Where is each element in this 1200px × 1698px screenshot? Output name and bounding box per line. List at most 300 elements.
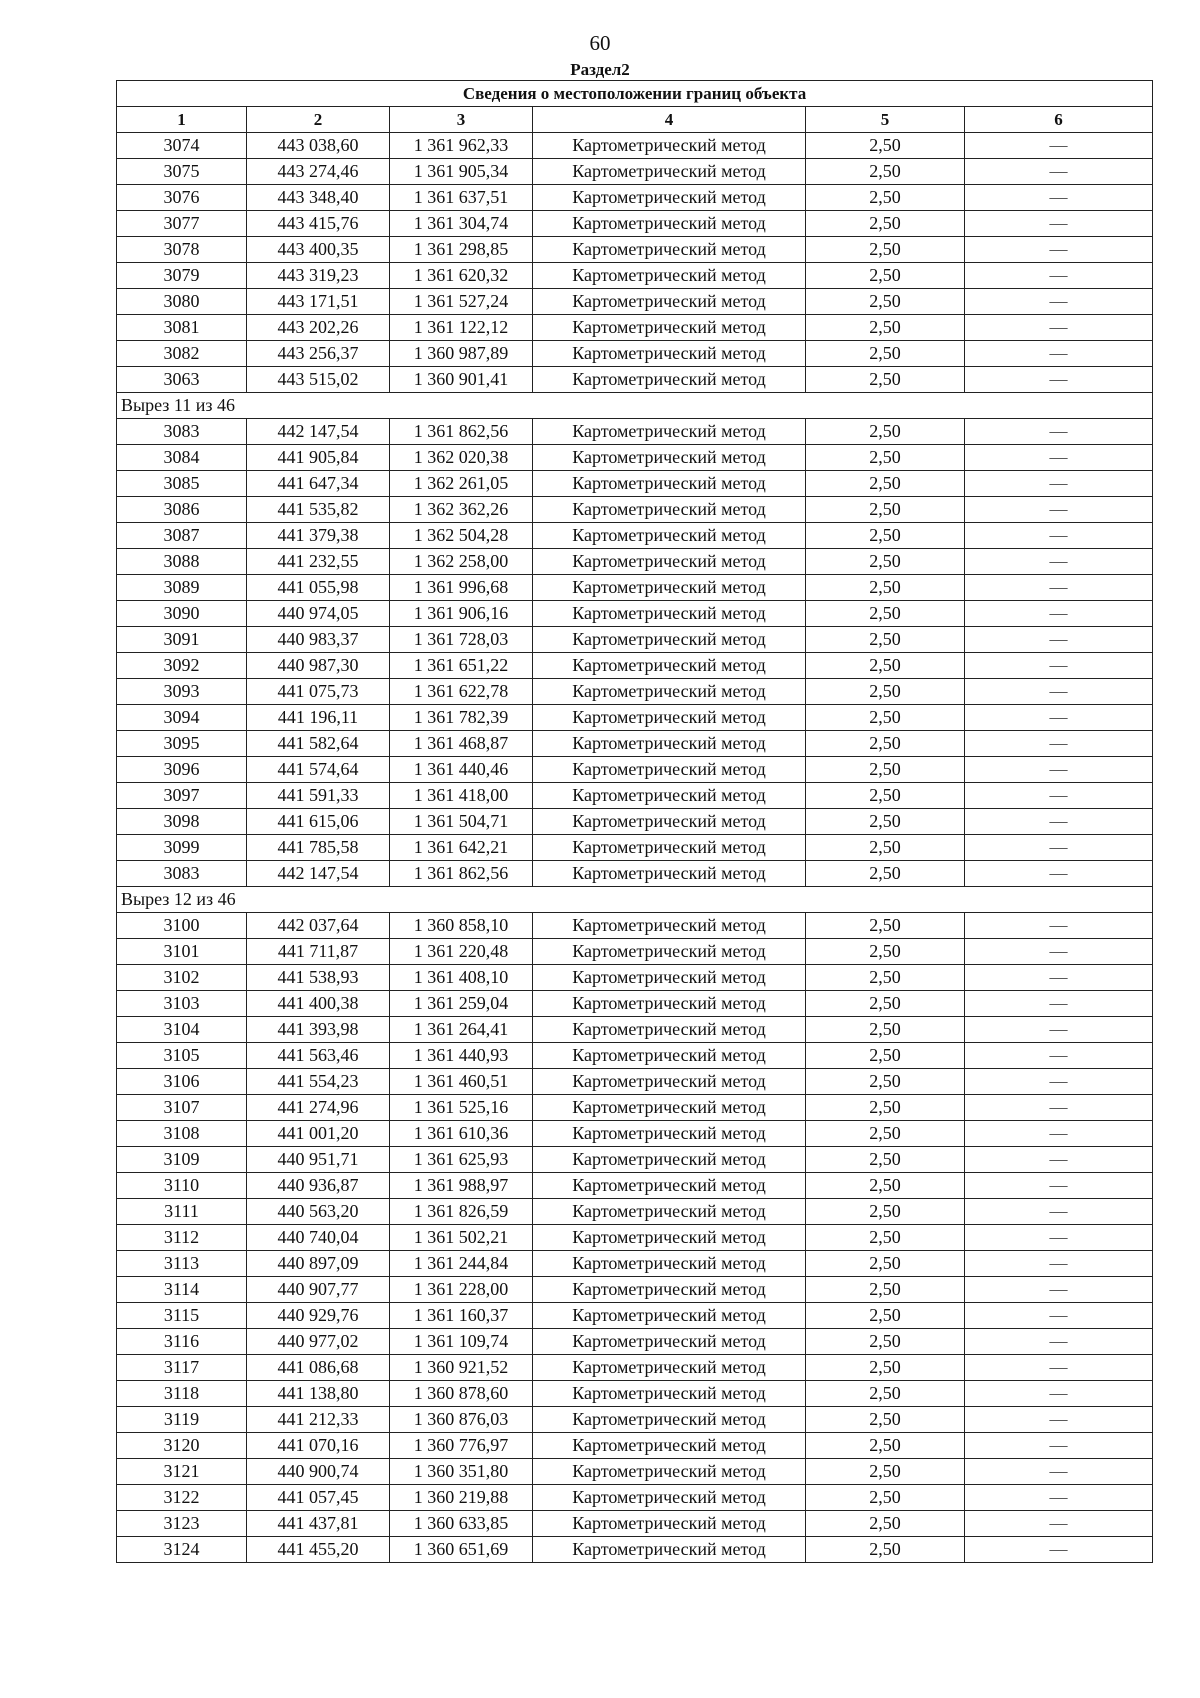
point-number-cell: 3114	[117, 1277, 247, 1303]
point-number-cell: 3077	[117, 211, 247, 237]
y-coordinate-cell: 1 361 468,87	[390, 731, 533, 757]
table-row	[117, 809, 1153, 835]
accuracy-cell: 2,50	[806, 445, 965, 471]
y-coordinate-cell: 1 361 244,84	[390, 1251, 533, 1277]
description-cell: —	[965, 1017, 1153, 1043]
accuracy-cell: 2,50	[806, 159, 965, 185]
accuracy-cell: 2,50	[806, 471, 965, 497]
x-coordinate-cell: 443 171,51	[247, 289, 390, 315]
accuracy-cell: 2,50	[806, 1537, 965, 1563]
accuracy-cell: 2,50	[806, 289, 965, 315]
table-row	[117, 1537, 1153, 1563]
table-row	[117, 1069, 1153, 1095]
method-cell: Картометрический метод	[533, 757, 806, 783]
x-coordinate-cell: 441 591,33	[247, 783, 390, 809]
accuracy-cell: 2,50	[806, 991, 965, 1017]
description-cell: —	[965, 1277, 1153, 1303]
table-row	[117, 549, 1153, 575]
method-cell: Картометрический метод	[533, 913, 806, 939]
x-coordinate-cell: 441 070,16	[247, 1433, 390, 1459]
table-row	[117, 289, 1153, 315]
y-coordinate-cell: 1 361 988,97	[390, 1173, 533, 1199]
description-cell: —	[965, 497, 1153, 523]
accuracy-cell: 2,50	[806, 1303, 965, 1329]
x-coordinate-cell: 440 936,87	[247, 1173, 390, 1199]
table-row	[117, 471, 1153, 497]
description-cell: —	[965, 1459, 1153, 1485]
description-cell: —	[965, 419, 1153, 445]
y-coordinate-cell: 1 362 261,05	[390, 471, 533, 497]
y-coordinate-cell: 1 361 620,32	[390, 263, 533, 289]
method-cell: Картометрический метод	[533, 1017, 806, 1043]
description-cell: —	[965, 965, 1153, 991]
point-number-cell: 3116	[117, 1329, 247, 1355]
y-coordinate-cell: 1 361 220,48	[390, 939, 533, 965]
table-row	[117, 965, 1153, 991]
point-number-cell: 3093	[117, 679, 247, 705]
group-label-row	[117, 393, 1153, 419]
method-cell: Картометрический метод	[533, 965, 806, 991]
method-cell: Картометрический метод	[533, 1303, 806, 1329]
point-number-cell: 3081	[117, 315, 247, 341]
y-coordinate-cell: 1 360 987,89	[390, 341, 533, 367]
table-row	[117, 1303, 1153, 1329]
x-coordinate-cell: 443 515,02	[247, 367, 390, 393]
y-coordinate-cell: 1 360 921,52	[390, 1355, 533, 1381]
point-number-cell: 3121	[117, 1459, 247, 1485]
x-coordinate-cell: 441 001,20	[247, 1121, 390, 1147]
y-coordinate-cell: 1 360 776,97	[390, 1433, 533, 1459]
description-cell: —	[965, 523, 1153, 549]
point-number-cell: 3078	[117, 237, 247, 263]
point-number-cell: 3123	[117, 1511, 247, 1537]
x-coordinate-cell: 443 415,76	[247, 211, 390, 237]
accuracy-cell: 2,50	[806, 679, 965, 705]
y-coordinate-cell: 1 361 782,39	[390, 705, 533, 731]
accuracy-cell: 2,50	[806, 1277, 965, 1303]
x-coordinate-cell: 440 563,20	[247, 1199, 390, 1225]
description-cell: —	[965, 1537, 1153, 1563]
column-number-row	[117, 107, 1153, 133]
table-row	[117, 939, 1153, 965]
table-row	[117, 627, 1153, 653]
point-number-cell: 3091	[117, 627, 247, 653]
point-number-cell: 3112	[117, 1225, 247, 1251]
y-coordinate-cell: 1 361 160,37	[390, 1303, 533, 1329]
x-coordinate-cell: 441 538,93	[247, 965, 390, 991]
point-number-cell: 3110	[117, 1173, 247, 1199]
method-cell: Картометрический метод	[533, 1095, 806, 1121]
table-row	[117, 1043, 1153, 1069]
y-coordinate-cell: 1 361 622,78	[390, 679, 533, 705]
point-number-cell: 3122	[117, 1485, 247, 1511]
point-number-cell: 3120	[117, 1433, 247, 1459]
description-cell: —	[965, 1485, 1153, 1511]
table-row	[117, 497, 1153, 523]
method-cell: Картометрический метод	[533, 549, 806, 575]
x-coordinate-cell: 443 274,46	[247, 159, 390, 185]
point-number-cell: 3109	[117, 1147, 247, 1173]
method-cell: Картометрический метод	[533, 1277, 806, 1303]
accuracy-cell: 2,50	[806, 1511, 965, 1537]
accuracy-cell: 2,50	[806, 1329, 965, 1355]
x-coordinate-cell: 443 256,37	[247, 341, 390, 367]
accuracy-cell: 2,50	[806, 1147, 965, 1173]
y-coordinate-cell: 1 362 258,00	[390, 549, 533, 575]
x-coordinate-cell: 443 348,40	[247, 185, 390, 211]
point-number-cell: 3119	[117, 1407, 247, 1433]
description-cell: —	[965, 211, 1153, 237]
accuracy-cell: 2,50	[806, 835, 965, 861]
accuracy-cell: 2,50	[806, 1199, 965, 1225]
accuracy-cell: 2,50	[806, 315, 965, 341]
table-row	[117, 731, 1153, 757]
accuracy-cell: 2,50	[806, 653, 965, 679]
table-row	[117, 1017, 1153, 1043]
method-cell: Картометрический метод	[533, 1147, 806, 1173]
description-cell: —	[965, 1407, 1153, 1433]
y-coordinate-cell: 1 360 901,41	[390, 367, 533, 393]
point-number-cell: 3083	[117, 419, 247, 445]
y-coordinate-cell: 1 362 020,38	[390, 445, 533, 471]
table-row	[117, 1381, 1153, 1407]
method-cell: Картометрический метод	[533, 1251, 806, 1277]
x-coordinate-cell: 441 232,55	[247, 549, 390, 575]
description-cell: —	[965, 133, 1153, 159]
table-row	[117, 705, 1153, 731]
method-cell: Картометрический метод	[533, 1407, 806, 1433]
description-cell: —	[965, 1199, 1153, 1225]
description-cell: —	[965, 991, 1153, 1017]
method-cell: Картометрический метод	[533, 185, 806, 211]
table-row	[117, 1485, 1153, 1511]
y-coordinate-cell: 1 361 122,12	[390, 315, 533, 341]
point-number-cell: 3089	[117, 575, 247, 601]
y-coordinate-cell: 1 360 351,80	[390, 1459, 533, 1485]
description-cell: —	[965, 159, 1153, 185]
y-coordinate-cell: 1 361 996,68	[390, 575, 533, 601]
table-row	[117, 159, 1153, 185]
accuracy-cell: 2,50	[806, 731, 965, 757]
accuracy-cell: 2,50	[806, 419, 965, 445]
description-cell: —	[965, 1511, 1153, 1537]
method-cell: Картометрический метод	[533, 1199, 806, 1225]
accuracy-cell: 2,50	[806, 965, 965, 991]
x-coordinate-cell: 441 563,46	[247, 1043, 390, 1069]
description-cell: —	[965, 913, 1153, 939]
method-cell: Картометрический метод	[533, 419, 806, 445]
x-coordinate-cell: 440 974,05	[247, 601, 390, 627]
accuracy-cell: 2,50	[806, 1355, 965, 1381]
y-coordinate-cell: 1 361 109,74	[390, 1329, 533, 1355]
method-cell: Картометрический метод	[533, 861, 806, 887]
method-cell: Картометрический метод	[533, 627, 806, 653]
table-row	[117, 1511, 1153, 1537]
table-row	[117, 783, 1153, 809]
accuracy-cell: 2,50	[806, 1225, 965, 1251]
description-cell: —	[965, 757, 1153, 783]
method-cell: Картометрический метод	[533, 1459, 806, 1485]
x-coordinate-cell: 440 977,02	[247, 1329, 390, 1355]
y-coordinate-cell: 1 361 527,24	[390, 289, 533, 315]
y-coordinate-cell: 1 361 264,41	[390, 1017, 533, 1043]
y-coordinate-cell: 1 361 826,59	[390, 1199, 533, 1225]
table-row	[117, 575, 1153, 601]
point-number-cell: 3097	[117, 783, 247, 809]
x-coordinate-cell: 440 983,37	[247, 627, 390, 653]
description-cell: —	[965, 471, 1153, 497]
x-coordinate-cell: 441 647,34	[247, 471, 390, 497]
method-cell: Картометрический метод	[533, 471, 806, 497]
description-cell: —	[965, 1147, 1153, 1173]
table-row	[117, 315, 1153, 341]
description-cell: —	[965, 627, 1153, 653]
method-cell: Картометрический метод	[533, 237, 806, 263]
point-number-cell: 3107	[117, 1095, 247, 1121]
y-coordinate-cell: 1 360 878,60	[390, 1381, 533, 1407]
description-cell: —	[965, 445, 1153, 471]
table-caption-row	[117, 81, 1153, 107]
description-cell: —	[965, 601, 1153, 627]
page-number: 60	[589, 31, 611, 55]
point-number-cell: 3096	[117, 757, 247, 783]
column-number: 5	[806, 107, 965, 133]
description-cell: —	[965, 1433, 1153, 1459]
description-cell: —	[965, 835, 1153, 861]
accuracy-cell: 2,50	[806, 523, 965, 549]
table-row	[117, 1277, 1153, 1303]
table-row	[117, 1121, 1153, 1147]
method-cell: Картометрический метод	[533, 1329, 806, 1355]
table-row	[117, 341, 1153, 367]
point-number-cell: 3087	[117, 523, 247, 549]
y-coordinate-cell: 1 360 858,10	[390, 913, 533, 939]
y-coordinate-cell: 1 361 440,46	[390, 757, 533, 783]
y-coordinate-cell: 1 361 962,33	[390, 133, 533, 159]
description-cell: —	[965, 1069, 1153, 1095]
point-number-cell: 3076	[117, 185, 247, 211]
method-cell: Картометрический метод	[533, 445, 806, 471]
y-coordinate-cell: 1 361 304,74	[390, 211, 533, 237]
x-coordinate-cell: 440 987,30	[247, 653, 390, 679]
table-row	[117, 757, 1153, 783]
point-number-cell: 3099	[117, 835, 247, 861]
table-row	[117, 653, 1153, 679]
point-number-cell: 3079	[117, 263, 247, 289]
point-number-cell: 3104	[117, 1017, 247, 1043]
table-row	[117, 211, 1153, 237]
accuracy-cell: 2,50	[806, 1173, 965, 1199]
x-coordinate-cell: 441 905,84	[247, 445, 390, 471]
accuracy-cell: 2,50	[806, 211, 965, 237]
point-number-cell: 3118	[117, 1381, 247, 1407]
table-row	[117, 835, 1153, 861]
table-row	[117, 1329, 1153, 1355]
y-coordinate-cell: 1 361 610,36	[390, 1121, 533, 1147]
x-coordinate-cell: 440 929,76	[247, 1303, 390, 1329]
y-coordinate-cell: 1 361 642,21	[390, 835, 533, 861]
point-number-cell: 3063	[117, 367, 247, 393]
description-cell: —	[965, 1121, 1153, 1147]
description-cell: —	[965, 1173, 1153, 1199]
accuracy-cell: 2,50	[806, 1095, 965, 1121]
point-number-cell: 3100	[117, 913, 247, 939]
method-cell: Картометрический метод	[533, 653, 806, 679]
x-coordinate-cell: 441 615,06	[247, 809, 390, 835]
x-coordinate-cell: 441 055,98	[247, 575, 390, 601]
point-number-cell: 3086	[117, 497, 247, 523]
x-coordinate-cell: 443 038,60	[247, 133, 390, 159]
description-cell: —	[965, 1329, 1153, 1355]
method-cell: Картометрический метод	[533, 1433, 806, 1459]
x-coordinate-cell: 441 455,20	[247, 1537, 390, 1563]
y-coordinate-cell: 1 361 637,51	[390, 185, 533, 211]
table-row	[117, 679, 1153, 705]
method-cell: Картометрический метод	[533, 1381, 806, 1407]
description-cell: —	[965, 237, 1153, 263]
method-cell: Картометрический метод	[533, 991, 806, 1017]
accuracy-cell: 2,50	[806, 757, 965, 783]
y-coordinate-cell: 1 361 905,34	[390, 159, 533, 185]
point-number-cell: 3090	[117, 601, 247, 627]
method-cell: Картометрический метод	[533, 809, 806, 835]
method-cell: Картометрический метод	[533, 1511, 806, 1537]
description-cell: —	[965, 1095, 1153, 1121]
y-coordinate-cell: 1 361 298,85	[390, 237, 533, 263]
table-row	[117, 263, 1153, 289]
x-coordinate-cell: 441 574,64	[247, 757, 390, 783]
method-cell: Картометрический метод	[533, 939, 806, 965]
y-coordinate-cell: 1 361 504,71	[390, 809, 533, 835]
group-label: Вырез 11 из 46	[117, 393, 1153, 419]
accuracy-cell: 2,50	[806, 1485, 965, 1511]
section-title: Раздел2	[570, 60, 630, 79]
point-number-cell: 3080	[117, 289, 247, 315]
description-cell: —	[965, 1225, 1153, 1251]
table-row	[117, 1407, 1153, 1433]
accuracy-cell: 2,50	[806, 367, 965, 393]
x-coordinate-cell: 441 535,82	[247, 497, 390, 523]
y-coordinate-cell: 1 361 728,03	[390, 627, 533, 653]
accuracy-cell: 2,50	[806, 237, 965, 263]
point-number-cell: 3084	[117, 445, 247, 471]
x-coordinate-cell: 441 379,38	[247, 523, 390, 549]
table-row	[117, 1433, 1153, 1459]
x-coordinate-cell: 441 196,11	[247, 705, 390, 731]
method-cell: Картометрический метод	[533, 601, 806, 627]
method-cell: Картометрический метод	[533, 731, 806, 757]
y-coordinate-cell: 1 361 440,93	[390, 1043, 533, 1069]
accuracy-cell: 2,50	[806, 1017, 965, 1043]
table-row	[117, 1251, 1153, 1277]
method-cell: Картометрический метод	[533, 1485, 806, 1511]
accuracy-cell: 2,50	[806, 809, 965, 835]
method-cell: Картометрический метод	[533, 263, 806, 289]
point-number-cell: 3085	[117, 471, 247, 497]
x-coordinate-cell: 441 086,68	[247, 1355, 390, 1381]
x-coordinate-cell: 441 393,98	[247, 1017, 390, 1043]
x-coordinate-cell: 442 147,54	[247, 861, 390, 887]
x-coordinate-cell: 441 075,73	[247, 679, 390, 705]
x-coordinate-cell: 441 057,45	[247, 1485, 390, 1511]
point-number-cell: 3088	[117, 549, 247, 575]
group-label: Вырез 12 из 46	[117, 887, 1153, 913]
method-cell: Картометрический метод	[533, 367, 806, 393]
x-coordinate-cell: 441 212,33	[247, 1407, 390, 1433]
method-cell: Картометрический метод	[533, 835, 806, 861]
table-row	[117, 1095, 1153, 1121]
accuracy-cell: 2,50	[806, 575, 965, 601]
column-number: 3	[390, 107, 533, 133]
description-cell: —	[965, 783, 1153, 809]
point-number-cell: 3105	[117, 1043, 247, 1069]
method-cell: Картометрический метод	[533, 783, 806, 809]
accuracy-cell: 2,50	[806, 1121, 965, 1147]
x-coordinate-cell: 441 785,58	[247, 835, 390, 861]
column-number: 6	[965, 107, 1153, 133]
point-number-cell: 3074	[117, 133, 247, 159]
description-cell: —	[965, 653, 1153, 679]
y-coordinate-cell: 1 361 418,00	[390, 783, 533, 809]
point-number-cell: 3075	[117, 159, 247, 185]
method-cell: Картометрический метод	[533, 159, 806, 185]
method-cell: Картометрический метод	[533, 1043, 806, 1069]
description-cell: —	[965, 861, 1153, 887]
description-cell: —	[965, 809, 1153, 835]
x-coordinate-cell: 440 740,04	[247, 1225, 390, 1251]
point-number-cell: 3095	[117, 731, 247, 757]
description-cell: —	[965, 185, 1153, 211]
x-coordinate-cell: 443 202,26	[247, 315, 390, 341]
accuracy-cell: 2,50	[806, 497, 965, 523]
table-row	[117, 991, 1153, 1017]
table-row	[117, 445, 1153, 471]
description-cell: —	[965, 263, 1153, 289]
point-number-cell: 3083	[117, 861, 247, 887]
description-cell: —	[965, 1043, 1153, 1069]
method-cell: Картометрический метод	[533, 341, 806, 367]
accuracy-cell: 2,50	[806, 341, 965, 367]
table-row	[117, 601, 1153, 627]
point-number-cell: 3115	[117, 1303, 247, 1329]
point-number-cell: 3111	[117, 1199, 247, 1225]
accuracy-cell: 2,50	[806, 783, 965, 809]
x-coordinate-cell: 441 138,80	[247, 1381, 390, 1407]
x-coordinate-cell: 441 400,38	[247, 991, 390, 1017]
point-number-cell: 3094	[117, 705, 247, 731]
x-coordinate-cell: 440 900,74	[247, 1459, 390, 1485]
table-row	[117, 1459, 1153, 1485]
x-coordinate-cell: 442 147,54	[247, 419, 390, 445]
column-number: 1	[117, 107, 247, 133]
method-cell: Картометрический метод	[533, 1069, 806, 1095]
method-cell: Картометрический метод	[533, 575, 806, 601]
x-coordinate-cell: 441 582,64	[247, 731, 390, 757]
table-row	[117, 523, 1153, 549]
accuracy-cell: 2,50	[806, 705, 965, 731]
table-row	[117, 1147, 1153, 1173]
accuracy-cell: 2,50	[806, 133, 965, 159]
table-row	[117, 367, 1153, 393]
method-cell: Картометрический метод	[533, 133, 806, 159]
point-number-cell: 3108	[117, 1121, 247, 1147]
description-cell: —	[965, 705, 1153, 731]
description-cell: —	[965, 939, 1153, 965]
accuracy-cell: 2,50	[806, 913, 965, 939]
x-coordinate-cell: 441 711,87	[247, 939, 390, 965]
table-row	[117, 1355, 1153, 1381]
table-row	[117, 913, 1153, 939]
